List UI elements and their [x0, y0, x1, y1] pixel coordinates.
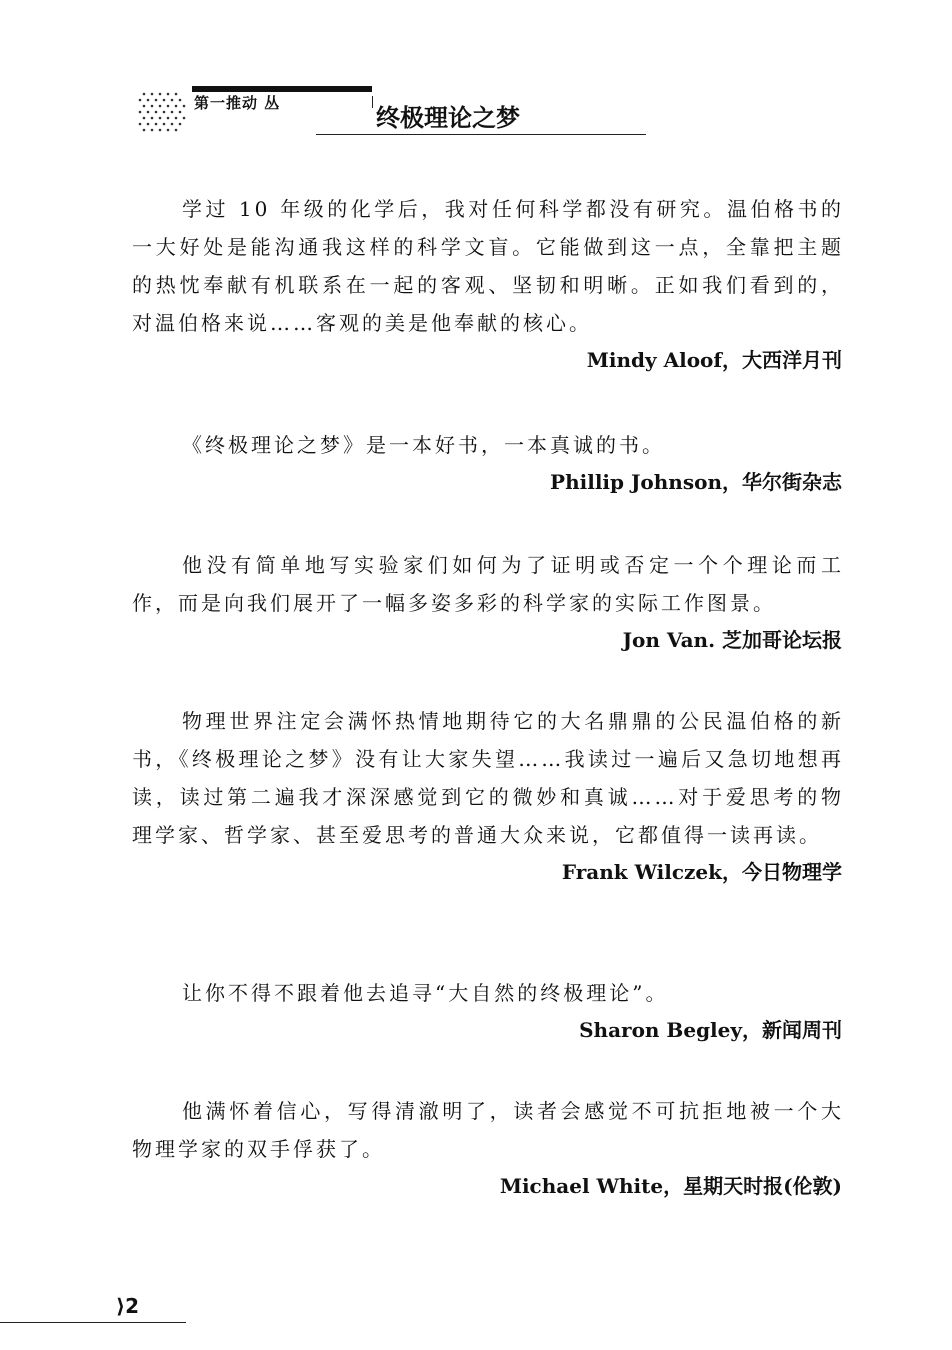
quote-source: Phillip Johnson，华尔街杂志	[550, 470, 842, 494]
quote-block	[132, 190, 844, 378]
halftone-dots-icon	[136, 88, 188, 136]
footer-rule	[0, 1322, 186, 1323]
page-footer	[0, 1290, 952, 1350]
series-label: 第一推动 丛	[194, 94, 281, 112]
quote-text: 学过 10 年级的化学后，我对任何科学都没有研究。温伯格书的一大好处是能沟通我这样的科学文盲。它能做到这一点，全靠把主题的热忱奉献有机联系在一起的客观、坚韧和明晰。正如我们看到的，对温伯格来说……客观的美是他奉献的核心。	[132, 197, 844, 335]
quote-text: 让你不得不跟着他去追寻“大自然的终极理论”。	[182, 981, 669, 1005]
page-number: ⟩2	[116, 1294, 140, 1318]
header-tick	[372, 96, 373, 108]
header-rule	[316, 134, 646, 135]
quote-text: 他满怀着信心，写得清澈明了，读者会感觉不可抗拒地被一个大物理学家的双手俘获了。	[132, 1099, 844, 1161]
quote-source: Frank Wilczek，今日物理学	[561, 860, 842, 884]
quote-block	[132, 426, 844, 500]
quote-source: Jon Van. 芝加哥论坛报	[622, 628, 842, 652]
quote-text: 物理世界注定会满怀热情地期待它的大名鼎鼎的公民温伯格的新书，《终极理论之梦》没有让大家失望……我读过一遍后又急切地想再读，读过第二遍我才深深感觉到它的微妙和真诚……对于爱思考的物理学家、哲学家、甚至爱思考的普通大众来说，它都值得一读再读。	[132, 709, 844, 847]
quote-source: Sharon Begley，新闻周刊	[579, 1018, 842, 1042]
quote-block	[132, 546, 844, 658]
quote-text: 他没有简单地写实验家们如何为了证明或否定一个个理论而工作，而是向我们展开了一幅多姿多彩的科学家的实际工作图景。	[132, 553, 844, 615]
page-header	[0, 0, 952, 160]
book-title: 终极理论之梦	[376, 104, 520, 132]
quote-block	[132, 1092, 844, 1204]
page-number-value: 2	[125, 1294, 140, 1318]
quote-block	[132, 974, 844, 1048]
quote-source: Mindy Aloof，大西洋月刊	[586, 348, 842, 372]
quote-text: 《终极理论之梦》是一本好书，一本真诚的书。	[182, 433, 665, 457]
quote-source: Michael White，星期天时报(伦敦)	[499, 1174, 842, 1198]
quote-block	[132, 702, 844, 890]
